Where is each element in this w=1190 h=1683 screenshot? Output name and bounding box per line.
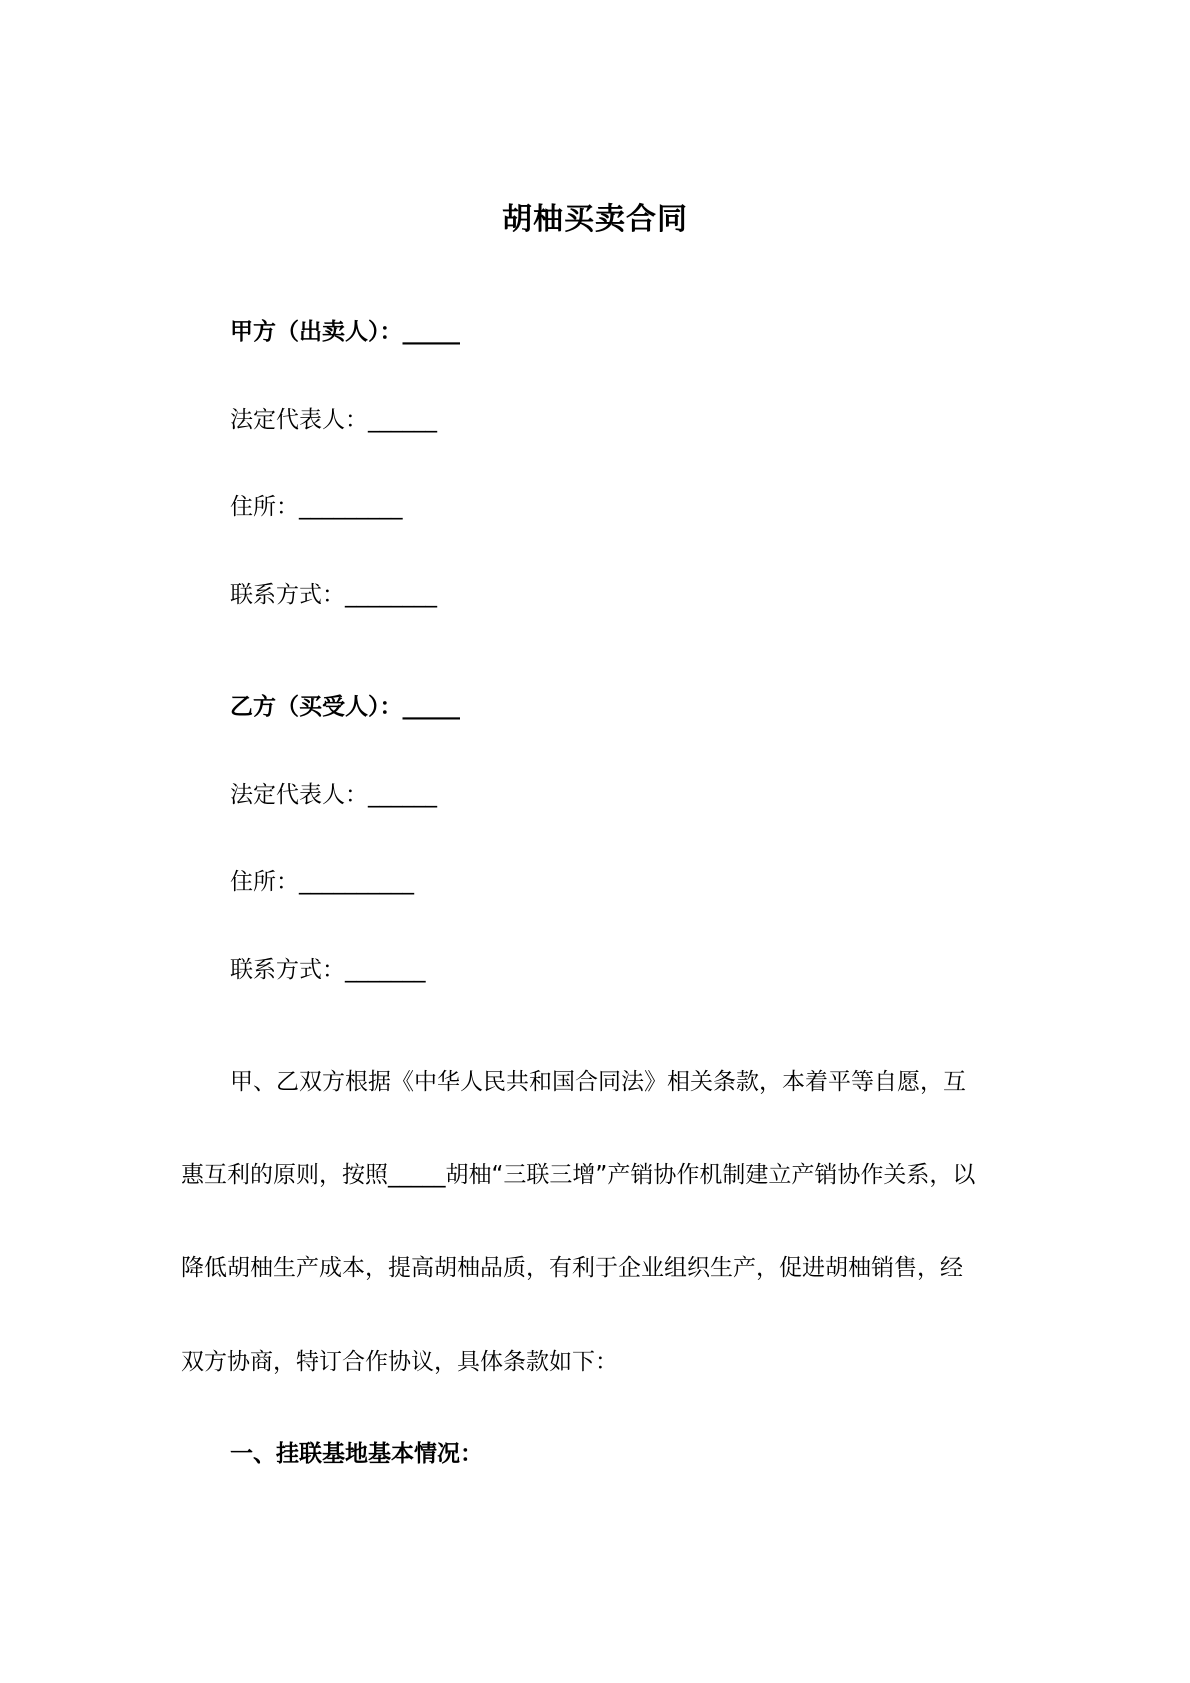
preamble-line-2: 惠互利的原则，按照_____胡柚“三联三增”产销协作机制建立产销协作关系，以 (181, 1162, 976, 1188)
party-a-contact: 联系方式：________ (230, 582, 437, 608)
party-b-contact: 联系方式：_______ (230, 957, 426, 983)
party-a-address: 住所：_________ (230, 494, 403, 520)
preamble-line-4: 双方协商，特订合作协议，具体条款如下： (181, 1349, 618, 1375)
party-a-legal-rep: 法定代表人：______ (230, 407, 437, 433)
preamble-line-1: 甲、乙双方根据《中华人民共和国合同法》相关条款，本着平等自愿，互 (230, 1069, 966, 1095)
party-a-heading: 甲方（出卖人）：_____ (230, 319, 460, 345)
preamble-line-3: 降低胡柚生产成本，提高胡柚品质，有利于企业组织生产，促进胡柚销售，经 (181, 1255, 963, 1281)
section-1-heading: 一、挂联基地基本情况： (230, 1441, 483, 1467)
party-b-heading: 乙方（买受人）：_____ (230, 694, 460, 720)
party-b-legal-rep: 法定代表人：______ (230, 782, 437, 808)
party-b-address: 住所：__________ (230, 869, 414, 895)
document-title: 胡柚买卖合同 (502, 202, 688, 237)
